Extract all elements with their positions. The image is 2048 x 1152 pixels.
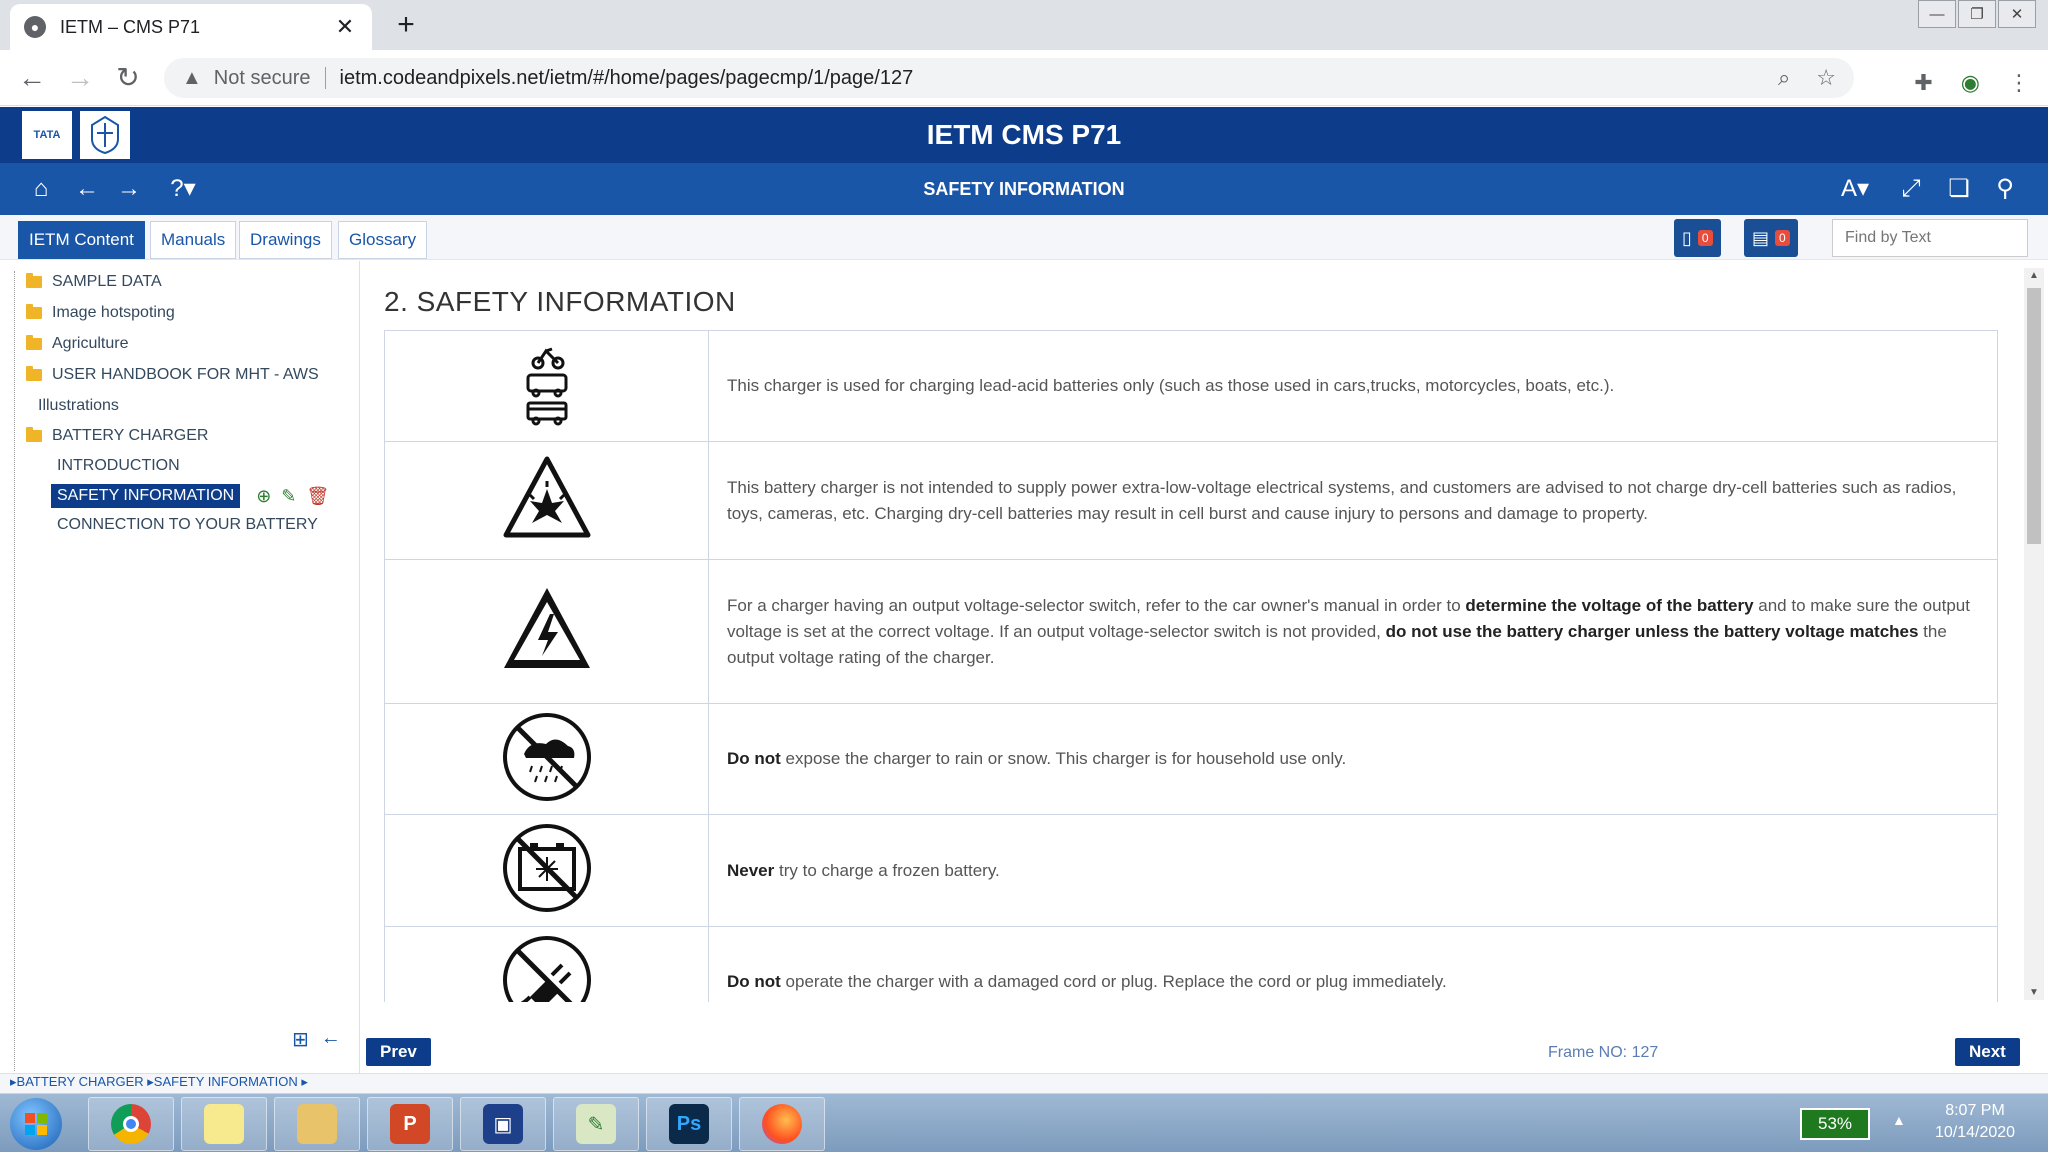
tree-item-user-handbook[interactable] — [26, 366, 319, 384]
address-bar-row — [0, 50, 2048, 106]
taskbar-powerpoint[interactable] — [367, 1097, 453, 1151]
window-close-button[interactable]: ✕ — [1998, 0, 2036, 28]
add-page-icon[interactable]: ⊕ — [256, 485, 272, 506]
content-heading: 2. SAFETY INFORMATION — [384, 286, 736, 317]
taskbar-chrome[interactable] — [88, 1097, 174, 1151]
text-segment: the output voltage rating of the charger. — [727, 621, 1947, 667]
row-icon-cell — [385, 704, 709, 815]
window-controls — [1916, 0, 2036, 28]
folder-icon — [26, 276, 42, 288]
row-icon-cell — [385, 815, 709, 927]
tree-item-sample-data[interactable] — [26, 273, 162, 291]
profile-icon[interactable]: ◉ — [1960, 70, 1980, 95]
new-tab-button[interactable]: + — [397, 8, 415, 41]
tab-ietm-content[interactable]: IETM Content — [18, 221, 145, 259]
table-row — [385, 815, 1998, 927]
add-node-icon[interactable]: ⊞ — [292, 1029, 309, 1051]
sticky-notes-icon — [204, 1104, 244, 1144]
bookmark-star-icon[interactable]: ☆ — [1816, 65, 1836, 90]
start-button[interactable] — [10, 1098, 62, 1150]
row-text-cell: This battery charger is not intended to supply power extra-low-voltage electrical systems, and customers are advised to not charge dry-cell batteries such as radios, toys, cameras, etc. Charging dry-cell batteries may result in cell burst and cause injury to persons and damage to property. — [709, 442, 1998, 560]
tree-item-battery-charger[interactable] — [26, 427, 208, 445]
taskbar-firefox[interactable] — [739, 1097, 825, 1151]
tree-item-introduction[interactable] — [57, 457, 180, 475]
no-damaged-plug-icon — [500, 933, 594, 1003]
edit-icon[interactable]: ✎ — [281, 485, 297, 506]
tree-item-connection[interactable] — [57, 516, 318, 534]
taskbar-sticky-notes[interactable] — [181, 1097, 267, 1151]
folder-icon — [26, 369, 42, 381]
text-segment: try to charge a frozen battery. — [774, 860, 1000, 880]
notes-count-badge: 0 — [1698, 230, 1713, 246]
no-frozen-battery-icon — [500, 821, 594, 915]
folder-explorer-icon — [297, 1104, 337, 1144]
text-segment: and to make sure the output voltage is set at the correct voltage. If an output voltage-selector switch is not provided, — [727, 595, 1970, 641]
text-segment-bold: do not use the battery charger unless the battery voltage matches — [1385, 621, 1919, 641]
firefox-icon — [762, 1104, 802, 1144]
tree-item-label: BATTERY CHARGER — [52, 427, 209, 444]
row-icon-cell — [385, 331, 709, 442]
delete-icon[interactable]: 🗑 — [306, 485, 330, 506]
breadcrumb: ▸BATTERY CHARGER ▸SAFETY INFORMATION ▸ — [0, 1073, 2048, 1093]
tree-item-label: INTRODUCTION — [57, 457, 180, 474]
forward-arrow-icon[interactable]: → — [66, 62, 94, 93]
next-button[interactable]: Next — [1955, 1038, 2020, 1066]
row-text-cell — [709, 704, 1998, 815]
text-segment-bold: determine the voltage of the battery — [1465, 595, 1754, 615]
app-toolbar — [0, 163, 2048, 215]
content-scrollbar[interactable] — [2024, 268, 2044, 1000]
text-segment: expose the charger to rain or snow. This charger is for household use only. — [780, 749, 1347, 768]
windows-taskbar — [0, 1093, 2048, 1152]
browser-tab[interactable] — [10, 4, 372, 50]
frame-number: Frame NO: 127 — [1548, 1044, 1659, 1061]
browser-tab-strip — [0, 0, 2048, 50]
row-icon-cell — [385, 927, 709, 1003]
windows-logo-icon — [25, 1113, 47, 1135]
no-rain-icon — [500, 710, 594, 804]
comments-count-badge: 0 — [1775, 230, 1790, 246]
security-label[interactable]: Not secure — [213, 66, 311, 89]
system-clock[interactable] — [1920, 1100, 2030, 1144]
table-row — [385, 442, 1998, 560]
tree-item-image-hotspoting[interactable] — [26, 304, 175, 322]
tree-item-label: Illustrations — [38, 397, 119, 414]
forward-icon[interactable]: → — [117, 175, 141, 202]
text-segment-bold: Do not — [727, 972, 781, 991]
reload-icon[interactable]: ↻ — [116, 62, 140, 93]
find-by-text-input[interactable] — [1832, 219, 2028, 257]
row-text-cell: This charger is used for charging lead-acid batteries only (such as those used in cars,trucks, motorcycles, boats, etc.). — [709, 331, 1998, 442]
battery-indicator[interactable]: 53% — [1800, 1108, 1870, 1140]
tata-logo: TATA — [22, 111, 72, 159]
folder-icon — [26, 430, 42, 442]
prev-button[interactable]: Prev — [366, 1038, 431, 1066]
tab-glossary[interactable]: Glossary — [338, 221, 427, 259]
tree-item-label: SAFETY INFORMATION — [51, 484, 240, 508]
tree-item-label: Image hotspoting — [52, 304, 175, 321]
scroll-thumb[interactable] — [2027, 288, 2041, 544]
scroll-down-icon[interactable]: ▼ — [2029, 987, 2039, 998]
taskbar-app-blue[interactable] — [460, 1097, 546, 1151]
vehicles-icon — [500, 337, 594, 431]
minimize-button[interactable]: — — [1918, 0, 1956, 28]
table-row — [385, 560, 1998, 704]
globe-icon: ● — [24, 16, 46, 38]
chrome-icon — [111, 1104, 151, 1144]
font-size-dropdown-icon[interactable]: A▾ — [1840, 175, 1870, 202]
text-segment: operate the charger with a damaged cord or plug. Replace the cord or plug immediately. — [780, 972, 1447, 991]
omnibox-divider — [325, 67, 326, 89]
tree-item-label: USER HANDBOOK FOR MHT - AWS — [52, 366, 319, 383]
content-tree-sidebar — [0, 261, 360, 1073]
tree-item-label: Agriculture — [52, 335, 129, 352]
comment-icon: ▤ — [1752, 227, 1770, 248]
note-icon: ▯ — [1682, 227, 1692, 248]
photoshop-icon: Ps — [669, 1104, 709, 1144]
tree-item-safety-information[interactable] — [51, 484, 329, 508]
taskbar-notepad[interactable] — [553, 1097, 639, 1151]
scroll-up-icon[interactable]: ▲ — [2029, 270, 2039, 281]
tab-manuals[interactable]: Manuals — [150, 221, 236, 259]
folder-icon — [26, 338, 42, 350]
safety-table — [384, 330, 1998, 1002]
tree-guide-line — [14, 271, 15, 1071]
text-segment: For a charger having an output voltage-selector switch, refer to the car owner's manual in order to — [727, 595, 1466, 615]
tree-item-illustrations[interactable] — [38, 397, 119, 415]
table-row — [385, 331, 1998, 442]
search-icon[interactable]: ⚲ — [1996, 175, 2014, 202]
high-voltage-warning-icon — [500, 582, 594, 676]
text-segment-bold: Never — [727, 860, 775, 880]
tree-item-agriculture[interactable] — [26, 335, 128, 353]
tray-expand-icon[interactable]: ▲ — [1892, 1112, 1906, 1128]
text-segment-bold: Do not — [727, 749, 781, 768]
tab-title: IETM – CMS P71 — [60, 16, 201, 37]
collapse-sidebar-icon[interactable]: ← — [320, 1027, 341, 1049]
restore-button[interactable]: ❐ — [1958, 0, 1996, 28]
help-dropdown-icon[interactable]: ?▾ — [170, 175, 196, 202]
safety-table-viewport — [384, 330, 1999, 1002]
app-title: IETM CMS P71 — [926, 119, 1122, 150]
back-icon[interactable]: ← — [75, 175, 99, 202]
clock-time: 8:07 PM — [1945, 1102, 2005, 1119]
fullscreen-icon[interactable]: ⤢ — [1901, 175, 1921, 202]
row-text-cell — [709, 560, 1998, 704]
row-icon-cell — [385, 560, 709, 704]
table-row — [385, 927, 1998, 1003]
explosion-warning-icon — [500, 451, 594, 545]
taskbar-explorer[interactable] — [274, 1097, 360, 1151]
home-icon[interactable]: ⌂ — [33, 175, 49, 202]
folder-icon — [26, 307, 42, 319]
back-arrow-icon[interactable]: ← — [18, 62, 46, 93]
powerpoint-icon: P — [390, 1104, 430, 1144]
browser-menu-icon[interactable]: ⋮ — [2008, 70, 2030, 95]
omnibox[interactable] — [164, 58, 1854, 98]
extensions-puzzle-icon[interactable]: ✚ — [1914, 70, 1933, 95]
tab-drawings[interactable]: Drawings — [239, 221, 332, 259]
zoom-icon[interactable]: ⌕ — [1777, 65, 1791, 90]
table-row — [385, 704, 1998, 815]
tab-close-icon[interactable]: ✕ — [335, 14, 355, 39]
warning-icon: ▲ — [182, 66, 202, 89]
url-text[interactable]: ietm.codeandpixels.net/ietm/#/home/pages/pagecmp/1/page/127 — [339, 66, 914, 89]
taskbar-photoshop[interactable] — [646, 1097, 732, 1151]
page-title: SAFETY INFORMATION — [923, 179, 1125, 199]
content-tabs-row — [0, 215, 2048, 260]
notes-button[interactable] — [1674, 219, 1721, 257]
row-text-cell — [709, 815, 1998, 927]
row-text-cell — [709, 927, 1998, 1003]
tree-item-label: SAMPLE DATA — [52, 273, 162, 290]
notepad-icon: ✎ — [576, 1104, 616, 1144]
app-header — [0, 107, 2048, 163]
app-window-icon: ▣ — [483, 1104, 523, 1144]
row-icon-cell — [385, 442, 709, 560]
clock-date: 10/14/2020 — [1934, 1124, 2016, 1141]
bookmark-icon[interactable]: ❏ — [1948, 175, 1970, 202]
tree-item-label: CONNECTION TO YOUR BATTERY — [57, 516, 318, 533]
comments-button[interactable] — [1744, 219, 1798, 257]
